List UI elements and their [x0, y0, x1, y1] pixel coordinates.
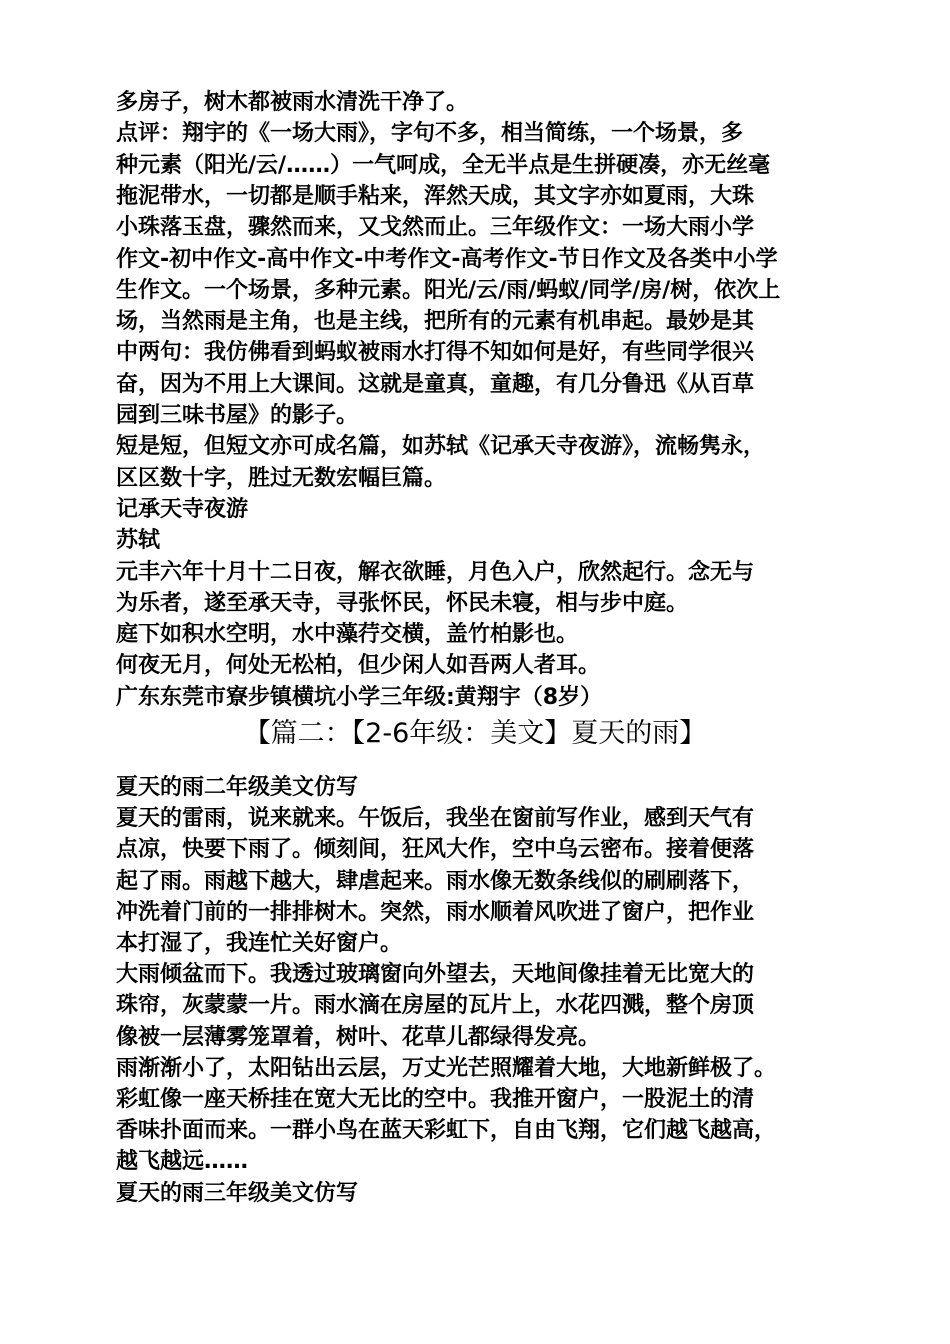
text-line: 生作文。一个场景，多种元素。阳光/云/雨/蚂蚁/同学/房/树，依次上 [116, 277, 781, 303]
text-line: 夏天的雨二年级美文仿写 [116, 775, 359, 800]
text-line: 种元素（阳光/云/……）一气呵成，全无半点是生拼硬凑，亦无丝毫 [116, 152, 771, 178]
text-line: 短是短，但短文亦可成名篇，如苏轼《记承天寺夜游》，流畅隽永， [116, 434, 766, 460]
text-line: 元丰六年十月十二日夜，解衣欲睡，月色入户，欣然起行。念无与 [116, 559, 755, 585]
text-line: 场，当然雨是主角，也是主线，把所有的元素有机串起。最妙是其 [116, 309, 755, 335]
text-line: 小珠落玉盘，骤然而来，又戈然而止。三年级作文：一场大雨小学 [116, 215, 755, 241]
text-line: 庭下如积水空明，水中藻荇交横，盖竹柏影也。 [116, 622, 579, 648]
text-line: 越飞越远…… [116, 1149, 249, 1175]
text-line: 为乐者，遂至承天寺，寻张怀民，怀民未寝，相与步中庭。 [116, 590, 689, 616]
text-line: 夏天的雨三年级美文仿写 [116, 1180, 359, 1206]
text-line: 何夜无月，何处无松柏，但少闲人如吾两人者耳。 [116, 653, 601, 679]
text-line: 苏轼 [116, 528, 161, 554]
text-line: 作文-初中作文-高中作文-中考作文-高考作文-节日作文及各类中小学 [116, 246, 778, 272]
section-heading: 【篇二：【2-6年级：美文】夏天的雨】 [243, 718, 707, 749]
text-line: 起了雨。雨越下越大，肆虐起来。雨水像无数条线似的刷刷落下， [116, 868, 755, 894]
text-line: 像被一层薄雾笼罩着，树叶、花草儿都绿得发亮。 [116, 1024, 601, 1050]
text-line: 区区数十字，胜过无数宏幅巨篇。 [116, 465, 447, 491]
text-line: 园到三味书屋》的影子。 [116, 403, 359, 428]
text-line: 夏天的雷雨，说来就来。午饭后，我坐在窗前写作业，感到天气有 [116, 806, 755, 832]
text-line: 本打湿了，我连忙关好窗户。 [116, 931, 403, 956]
text-line: 记承天寺夜游 [116, 496, 249, 522]
text-line: 奋，因为不用上大课间。这就是童真，童趣，有几分鲁迅《从百草 [116, 371, 755, 397]
text-line: 中两句：我仿佛看到蚂蚁被雨水打得不知如何是好，有些同学很兴 [116, 340, 755, 366]
text-line: 大雨倾盆而下。我透过玻璃窗向外望去，天地间像挂着无比宽大的 [116, 962, 755, 988]
text-line: 珠帘，灰蒙蒙一片。雨水滴在房屋的瓦片上，水花四溅，整个房顶 [116, 993, 755, 1019]
text-line: 冲洗着门前的一排排树木。突然，雨水顺着风吹进了窗户，把作业 [116, 899, 755, 925]
text-line: 雨渐渐小了，太阳钻出云层，万丈光芒照耀着大地，大地新鲜极了。 [116, 1055, 777, 1081]
text-line: 多房子，树木都被雨水清洗干净了。 [116, 90, 469, 115]
text-line: 拖泥带水，一切都是顺手粘来，浑然天成，其文字亦如夏雨，大珠 [116, 183, 755, 209]
text-line: 点评：翔宇的《一场大雨》，字句不多，相当简练，一个场景，多 [116, 121, 744, 147]
text-line: 彩虹像一座天桥挂在宽大无比的空中。我推开窗户，一股泥土的清 [116, 1087, 755, 1112]
text-line: 广东东莞市寮步镇横坑小学三年级:黄翔宇（8岁） [116, 684, 603, 710]
text-line: 点凉，快要下雨了。倾刻间，狂风大作，空中乌云密布。接着便落 [116, 837, 755, 863]
text-line: 香味扑面而来。一群小鸟在蓝天彩虹下，自由飞翔，它们越飞越高， [116, 1118, 777, 1144]
